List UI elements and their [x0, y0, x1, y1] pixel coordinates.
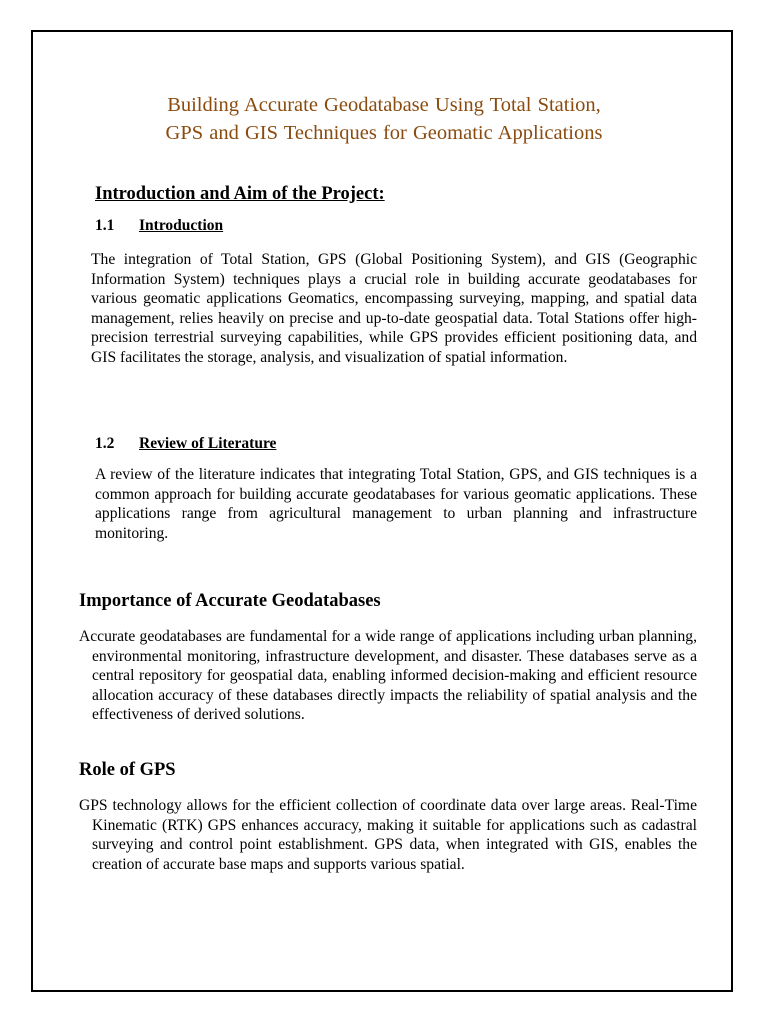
section-heading-introduction — [95, 216, 223, 236]
document-title — [40, 91, 728, 147]
introduction-paragraph: The integration of Total Station, GPS (Global Positioning System), and GIS (Geographic Information System) techniques plays a crucial role in building accurate geodatabases for various geomatic applications Geomatics, encompassing surveying, mapping, and spatial data management, relies heavily on precise and up-to-date geospatial data. Total Stations offer high-precision terrestrial surveying capabilities, while GPS provides efficient positioning data, and GIS facilitates the storage, analysis, and visualization of spatial information. — [91, 251, 697, 366]
section-label: Review of Literature — [139, 435, 277, 452]
section-label: Introduction — [139, 217, 224, 234]
importance-paragraph: Accurate geodatabases are fundamental for a wide range of applications including urban planning, environmental monitoring, infrastructure development, and disaster. These databases serve as a central repository for geospatial data, enabling informed decision-making and efficient resource allocation accuracy of these databases directly impacts the reliability of spatial analysis and the effectiveness of derived solutions. — [79, 628, 697, 724]
gps-heading: Role of GPS — [79, 760, 176, 780]
gps-paragraph: GPS technology allows for the efficient collection of coordinate data over large areas. Real-Time Kinematic (RTK) GPS enhances accuracy, making it suitable for applications such as cadastral surveying and control point establishment. GPS data, when integrated with GIS, enables the creation of accurate base maps and supports various spatial. — [79, 797, 697, 873]
intro-heading: Introduction and Aim of the Project: — [95, 184, 385, 204]
review-paragraph: A review of the literature indicates that integrating Total Station, GPS, and GIS techniques is a common approach for building accurate geodatabases for various geomatic applications. These applications range from agricultural management to urban planning and infrastructure monitoring. — [95, 466, 697, 542]
section-heading-review — [95, 434, 276, 454]
importance-heading: Importance of Accurate Geodatabases — [79, 591, 381, 611]
title-line-2: GPS and GIS Techniques for Geomatic Applications — [165, 122, 603, 144]
section-number: 1.1 — [95, 217, 115, 234]
section-number: 1.2 — [95, 435, 115, 452]
title-line-1: Building Accurate Geodatabase Using Total Station, — [167, 94, 601, 116]
